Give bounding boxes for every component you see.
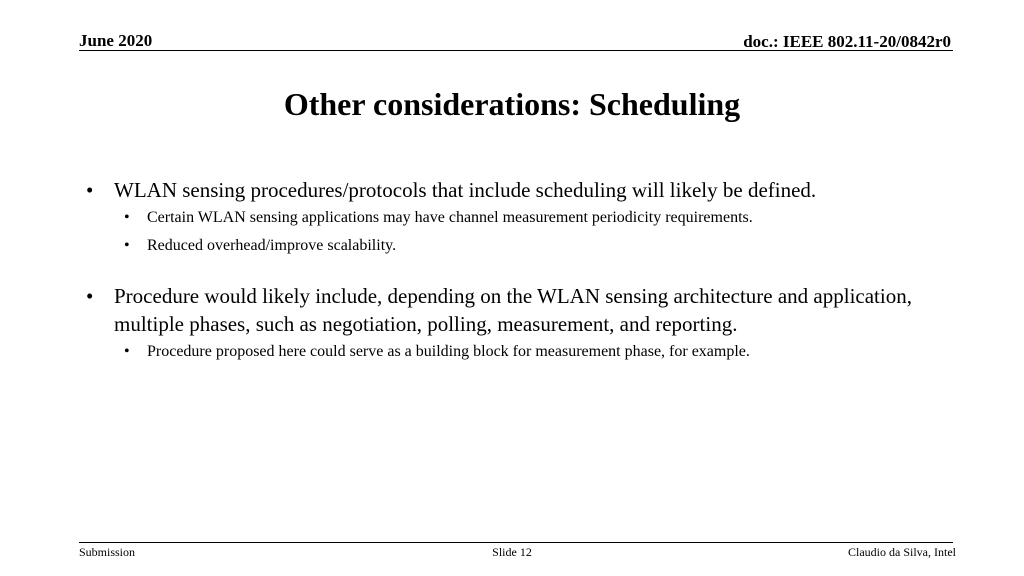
slide-body	[79, 176, 959, 366]
sub-bullet-item: • Procedure proposed here could serve as a building block for measurement phase, for example.	[79, 338, 959, 366]
header-doc-id: doc.: IEEE 802.11-20/0842r0	[743, 32, 951, 51]
slide-title: Other considerations: Scheduling	[283, 86, 741, 122]
footer-author: Claudio da Silva, Intel	[848, 545, 956, 559]
sub-bullet-item: • Reduced overhead/improve scalability.	[79, 232, 959, 260]
header-divider	[79, 50, 953, 51]
sub-bullet-item: • Certain WLAN sensing applications may have channel measurement periodicity requirements.	[79, 204, 959, 232]
bullet-item: • WLAN sensing procedures/protocols that include scheduling will likely be defined.	[79, 176, 959, 204]
footer-divider	[79, 542, 953, 543]
bullet-spacer	[79, 260, 959, 282]
footer-submission: Submission	[79, 545, 136, 559]
header-date: June 2020	[79, 31, 153, 50]
footer-slide-number: Slide 12	[492, 545, 532, 559]
bullet-item: • Procedure would likely include, depending on the WLAN sensing architecture and application, multiple phases, such as negotiation, polling, measurement, and reporting.	[79, 282, 959, 338]
